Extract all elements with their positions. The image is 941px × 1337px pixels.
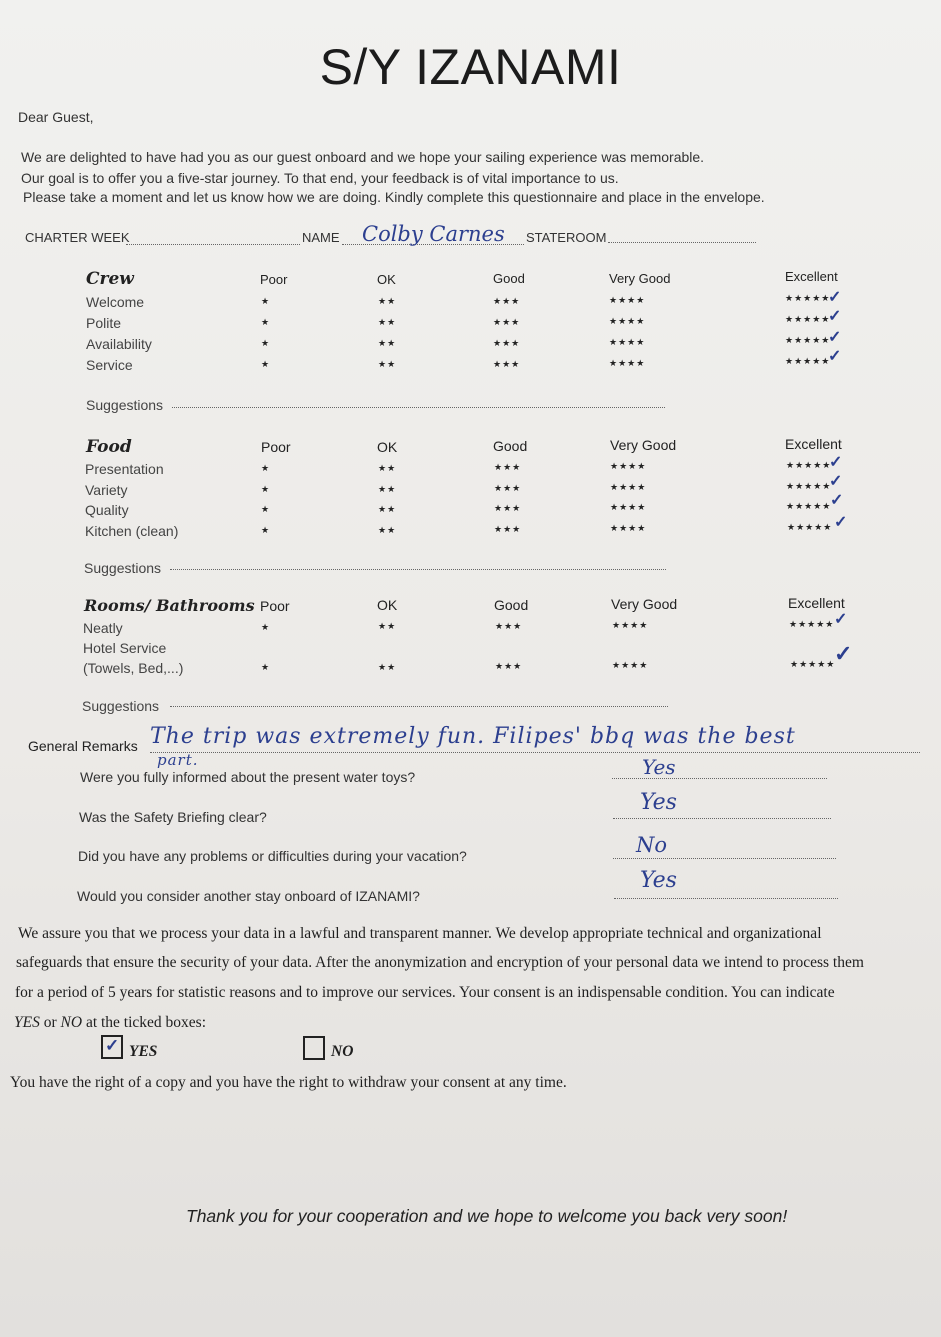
header-very-good: Very Good xyxy=(611,596,678,612)
indicate-rest: at the ticked boxes: xyxy=(85,1014,207,1031)
intro-line-1: We are delighted to have had you as our guest onboard and we hope your sailing experience was memorable. xyxy=(21,149,705,165)
rating-option-poor[interactable]: ★ xyxy=(261,484,271,494)
rating-option-poor[interactable]: ★ xyxy=(261,662,271,672)
rating-option-good[interactable]: ★★★ xyxy=(493,296,521,306)
rating-option-ok[interactable]: ★★ xyxy=(378,621,397,631)
answer-problems[interactable]: No xyxy=(636,833,668,857)
general-remarks-value[interactable]: The trip was extremely fun. Filipes' bbq was the best xyxy=(150,724,796,749)
question-another-stay: Would you consider another stay onboard of IZANAMI? xyxy=(77,888,420,904)
row-label: Welcome xyxy=(86,294,145,310)
answer-safety-briefing[interactable]: Yes xyxy=(640,790,677,815)
rating-option-ok[interactable]: ★★ xyxy=(378,317,397,327)
check-mark-icon: ✓ xyxy=(830,492,844,509)
check-mark-icon: ✓ xyxy=(829,454,843,471)
answer-line xyxy=(613,858,836,859)
rating-option-poor[interactable]: ★ xyxy=(261,622,271,632)
header-ok: OK xyxy=(377,272,396,287)
name-label: NAME xyxy=(302,230,340,245)
page-title: S/Y IZANAMI xyxy=(319,39,622,95)
rating-option-poor[interactable]: ★ xyxy=(261,359,271,369)
rating-option-excellent[interactable]: ★★★★★ xyxy=(790,659,836,669)
rating-option-very-good[interactable]: ★★★★ xyxy=(609,337,646,347)
header-excellent: Excellent xyxy=(785,269,838,284)
consent-rights: You have the right of a copy and you have the right to withdraw your consent at any time. xyxy=(10,1074,567,1091)
row-label: Availability xyxy=(86,336,152,352)
header-good: Good xyxy=(493,438,528,454)
consent-no-label: NO xyxy=(331,1043,354,1060)
rating-option-ok[interactable]: ★★ xyxy=(378,662,397,672)
answer-line xyxy=(613,818,831,819)
check-mark-icon: ✓ xyxy=(834,611,848,628)
rating-option-excellent[interactable]: ★★★★★ xyxy=(786,460,832,470)
header-poor: Poor xyxy=(260,272,288,287)
header-good: Good xyxy=(493,271,525,286)
rating-option-poor[interactable]: ★ xyxy=(261,296,271,306)
privacy-line-2: safeguards that ensure the security of your data. After the anonymization and encryption of your personal data we intend to process them xyxy=(16,954,864,971)
rating-option-poor[interactable]: ★ xyxy=(261,504,271,514)
name-value[interactable]: Colby Carnes xyxy=(362,222,505,246)
rating-option-good[interactable]: ★★★ xyxy=(494,524,522,534)
check-mark-icon: ✓ xyxy=(828,308,842,325)
intro-line-3: Please take a moment and let us know how we are doing. Kindly complete this questionnaire and place in the envelope. xyxy=(23,189,765,205)
suggestions-label-food: Suggestions xyxy=(84,560,162,576)
answer-another-stay[interactable]: Yes xyxy=(640,868,677,893)
row-label: Quality xyxy=(85,502,129,518)
rating-option-excellent[interactable]: ★★★★★ xyxy=(789,619,835,629)
rating-option-ok[interactable]: ★★ xyxy=(378,359,397,369)
check-mark-icon: ✓ xyxy=(834,514,848,531)
check-mark-icon: ✓ xyxy=(829,473,843,490)
rating-option-good[interactable]: ★★★ xyxy=(495,621,523,631)
rating-option-very-good[interactable]: ★★★★ xyxy=(612,620,649,630)
rating-option-very-good[interactable]: ★★★★ xyxy=(610,502,647,512)
rating-option-excellent[interactable]: ★★★★★ xyxy=(785,356,831,366)
charter-week-field[interactable] xyxy=(126,244,300,245)
rating-option-ok[interactable]: ★★ xyxy=(378,484,397,494)
section-title-rooms: Rooms/ Bathrooms xyxy=(84,596,255,615)
suggestions-field-food[interactable] xyxy=(170,569,666,570)
rating-option-very-good[interactable]: ★★★★ xyxy=(610,461,647,471)
answer-water-toys[interactable]: Yes xyxy=(642,755,676,779)
indicate-or: or xyxy=(43,1014,57,1031)
suggestions-field-crew[interactable] xyxy=(172,407,665,408)
answer-line xyxy=(614,898,838,899)
section-title-crew: Crew xyxy=(86,269,134,289)
header-ok: OK xyxy=(377,439,398,455)
check-mark-icon: ✓ xyxy=(834,641,853,666)
rating-option-excellent[interactable]: ★★★★★ xyxy=(785,293,831,303)
intro-line-2: Our goal is to offer you a five-star journey. To that end, your feedback is of vital importance to us. xyxy=(21,170,619,186)
rating-option-good[interactable]: ★★★ xyxy=(493,338,521,348)
rating-option-excellent[interactable]: ★★★★★ xyxy=(786,501,832,511)
rating-option-very-good[interactable]: ★★★★ xyxy=(609,295,646,305)
privacy-indicate-line xyxy=(14,1014,206,1032)
section-title-food: Food xyxy=(86,437,132,457)
question-water-toys: Were you fully informed about the present water toys? xyxy=(80,769,416,785)
check-mark-icon: ✓ xyxy=(105,1036,120,1055)
suggestions-field-rooms[interactable] xyxy=(170,706,668,707)
consent-no-checkbox[interactable] xyxy=(303,1036,325,1060)
rating-option-ok[interactable]: ★★ xyxy=(378,504,397,514)
rating-option-very-good[interactable]: ★★★★ xyxy=(610,523,647,533)
header-excellent: Excellent xyxy=(785,436,842,452)
consent-yes-checkbox[interactable] xyxy=(101,1035,123,1059)
header-very-good: Very Good xyxy=(609,271,671,286)
rating-option-good[interactable]: ★★★ xyxy=(493,359,521,369)
header-excellent: Excellent xyxy=(788,595,845,611)
check-mark-icon: ✓ xyxy=(828,289,842,306)
rating-option-very-good[interactable]: ★★★★ xyxy=(610,482,647,492)
general-remarks-line xyxy=(150,752,920,753)
row-label: Service xyxy=(86,357,133,373)
charter-week-label: CHARTER WEEK xyxy=(25,230,130,245)
check-mark-icon: ✓ xyxy=(828,329,842,346)
rating-option-very-good[interactable]: ★★★★ xyxy=(609,316,646,326)
rating-option-poor[interactable]: ★ xyxy=(261,463,271,473)
suggestions-label-crew: Suggestions xyxy=(86,397,164,413)
general-remarks-label: General Remarks xyxy=(28,738,138,754)
suggestions-label-rooms: Suggestions xyxy=(82,698,160,714)
header-poor: Poor xyxy=(260,598,290,614)
consent-yes-label: YES xyxy=(129,1043,158,1060)
row-label: Polite xyxy=(86,315,122,331)
header-poor: Poor xyxy=(261,439,291,455)
rating-option-good[interactable]: ★★★ xyxy=(494,462,522,472)
rating-option-good[interactable]: ★★★ xyxy=(495,661,523,671)
privacy-line-1: We assure you that we process your data in a lawful and transparent manner. We develop appropriate technical and organizational xyxy=(18,925,822,942)
rating-option-ok[interactable]: ★★ xyxy=(378,525,397,535)
header-ok: OK xyxy=(377,597,398,613)
row-label: Kitchen (clean) xyxy=(85,523,179,539)
row-label: Hotel Service xyxy=(83,640,167,656)
header-very-good: Very Good xyxy=(610,437,677,453)
rating-option-poor[interactable]: ★ xyxy=(261,338,271,348)
row-label: Presentation xyxy=(85,461,164,477)
rating-option-good[interactable]: ★★★ xyxy=(493,317,521,327)
rating-option-good[interactable]: ★★★ xyxy=(494,503,522,513)
rating-option-good[interactable]: ★★★ xyxy=(494,483,522,493)
stateroom-field[interactable] xyxy=(608,242,756,243)
rating-option-excellent[interactable]: ★★★★★ xyxy=(785,335,831,345)
row-label: Neatly xyxy=(83,620,123,636)
rating-option-excellent[interactable]: ★★★★★ xyxy=(785,314,831,324)
rating-option-very-good[interactable]: ★★★★ xyxy=(609,358,646,368)
rating-option-ok[interactable]: ★★ xyxy=(378,296,397,306)
rating-option-poor[interactable]: ★ xyxy=(261,317,271,327)
question-problems: Did you have any problems or difficulties during your vacation? xyxy=(78,848,467,864)
row-label: Variety xyxy=(85,482,128,498)
rating-option-excellent[interactable]: ★★★★★ xyxy=(786,481,832,491)
rating-option-ok[interactable]: ★★ xyxy=(378,338,397,348)
check-mark-icon: ✓ xyxy=(828,348,842,365)
rating-option-poor[interactable]: ★ xyxy=(261,525,271,535)
rating-option-very-good[interactable]: ★★★★ xyxy=(612,660,649,670)
privacy-line-3: for a period of 5 years for statistic reasons and to improve our services. Your consent is an indispensable condition. You can indicate xyxy=(15,984,835,1001)
header-good: Good xyxy=(494,597,529,613)
thank-you-message: Thank you for your cooperation and we hope to welcome you back very soon! xyxy=(186,1206,788,1226)
stateroom-label: STATEROOM xyxy=(526,230,607,245)
general-remarks-value-cont: part. xyxy=(157,751,199,769)
question-safety-briefing: Was the Safety Briefing clear? xyxy=(79,809,267,825)
row-label: (Towels, Bed,...) xyxy=(83,660,184,676)
greeting: Dear Guest, xyxy=(18,109,94,125)
indicate-no: NO xyxy=(60,1014,83,1031)
rating-option-ok[interactable]: ★★ xyxy=(378,463,397,473)
rating-option-excellent[interactable]: ★★★★★ xyxy=(787,522,833,532)
indicate-yes: YES xyxy=(14,1014,40,1031)
